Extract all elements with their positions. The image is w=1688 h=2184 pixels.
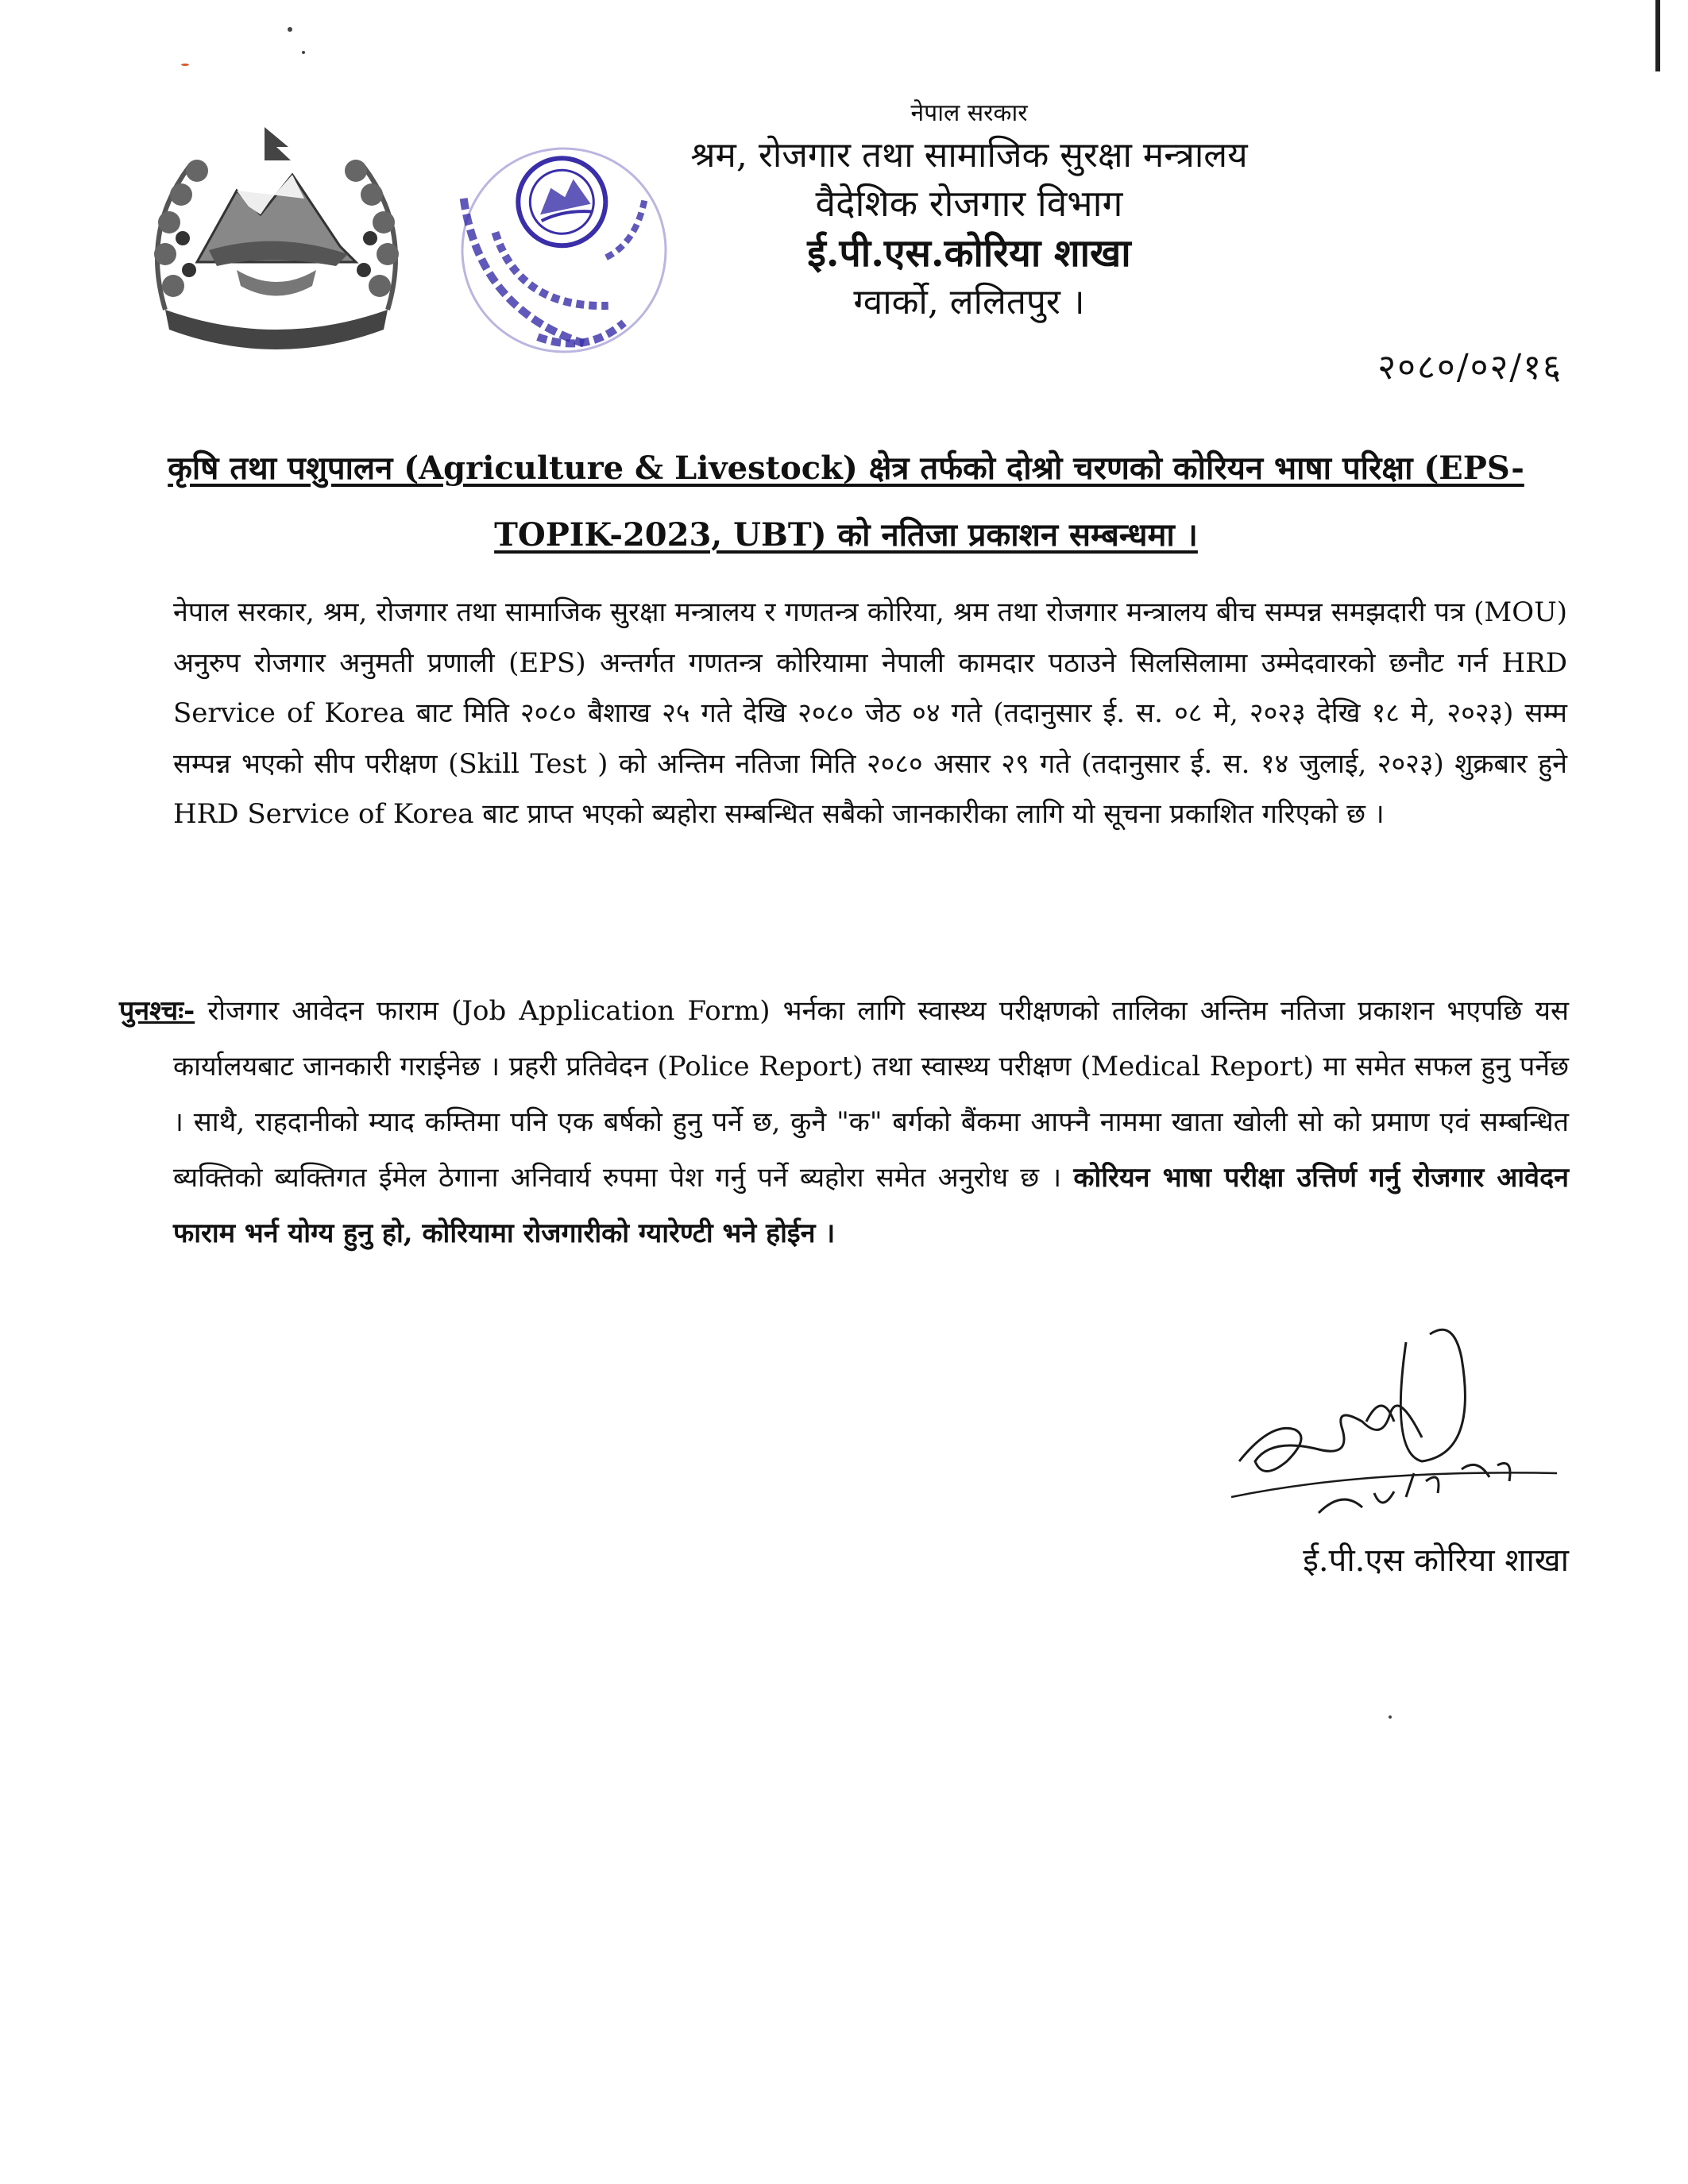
postscript-emphasis: कोरियन भाषा परीक्षा उत्तिर्ण गर्नु रोजगार आवेदन फाराम भर्न योग्य हुनु हो, कोरियामा रोजगारीको ग्यारेण्टी भने होईन । [173, 1162, 1569, 1249]
letterhead [604, 95, 1335, 326]
scan-speck [288, 27, 292, 32]
branch-name: ई.पी.एस.कोरिया शाखा [807, 231, 1131, 276]
department-name: वैदेशिक रोजगार विभाग [815, 182, 1123, 225]
scan-speck [181, 64, 189, 66]
government-name: नेपाल सरकार [910, 99, 1028, 127]
notice-subject: कृषि तथा पशुपालन (Agriculture & Livestock) क्षेत्र तर्फको दोश्रो चरणको कोरियन भाषा परिक्षा (EPS-TOPIK-2023, UBT) को नतिजा प्रकाशन सम्बन्धमा । [168, 450, 1524, 554]
scan-speck [1389, 1715, 1392, 1719]
postscript [119, 983, 1569, 1261]
postscript-text: रोजगार आवेदन फाराम (Job Application Form) भर्नका लागि स्वास्थ्य परीक्षणको तालिका अन्तिम नतिजा प्रकाशन भएपछि यस कार्यालयबाट जानकारी गराईनेछ । प्रहरी प्रतिवेदन (Police Report) तथा स्वास्थ्य परीक्षण (Medical Report) मा समेत सफल हुनु पर्नेछ । साथै, राहदानीको म्याद कम्तिमा पनि एक बर्षको हुनु पर्ने छ, कुनै "क" बर्गको बैंकमा आफ्नै नाममा खाता खोली सो को प्रमाण एवं सम्बन्धित ब्यक्तिको ब्यक्तिगत ईमेल ठेगाना अनिवार्य रुपमा पेश गर्नु पर्ने ब्यहोरा समेत अनुरोध छ । [173, 995, 1569, 1194]
scan-speck [1655, 0, 1660, 71]
scan-speck [302, 51, 305, 54]
signatory-office: ई.पी.एस कोरिया शाखा [1303, 1542, 1569, 1579]
ministry-name: श्रम, रोजगार तथा सामाजिक सुरक्षा मन्त्रालय [690, 135, 1248, 176]
notice-body: नेपाल सरकार, श्रम, रोजगार तथा सामाजिक सुरक्षा मन्त्रालय र गणतन्त्र कोरिया, श्रम तथा रोजगार मन्त्रालय बीच सम्पन्न समझदारी पत्र (MOU) अनुरुप रोजगार अनुमती प्रणाली (EPS) अन्तर्गत गणतन्त्र कोरियामा नेपाली कामदार पठाउने सिलसिलामा उम्मेदवारको छनौट गर्न HRD Service of Korea बाट मिति २०८० बैशाख २५ गते देखि २०८० जेठ ०४ गते (तदानुसार ई. स. ०८ मे, २०२३ देखि १८ मे, २०२३) सम्म सम्पन्न भएको सीप परीक्षण (Skill Test ) को अन्तिम नतिजा मिति २०८० असार २९ गते (तदानुसार ई. स. १४ जुलाई, २०२३) शुक्रबार हुने HRD Service of Korea बाट प्राप्त भएको ब्यहोरा सम्बन्धित सबैको जानकारीका लागि यो सूचना प्रकाशित गरिएको छ । [173, 596, 1567, 830]
postscript-label: पुनश्चः- [119, 995, 195, 1027]
nepal-emblem-icon [133, 111, 419, 349]
letter-date: २०८०/०२/१६ [1377, 347, 1562, 388]
office-address: ग्वार्को, ललितपुर । [853, 282, 1085, 322]
handwritten-signature-icon [1223, 1310, 1573, 1533]
